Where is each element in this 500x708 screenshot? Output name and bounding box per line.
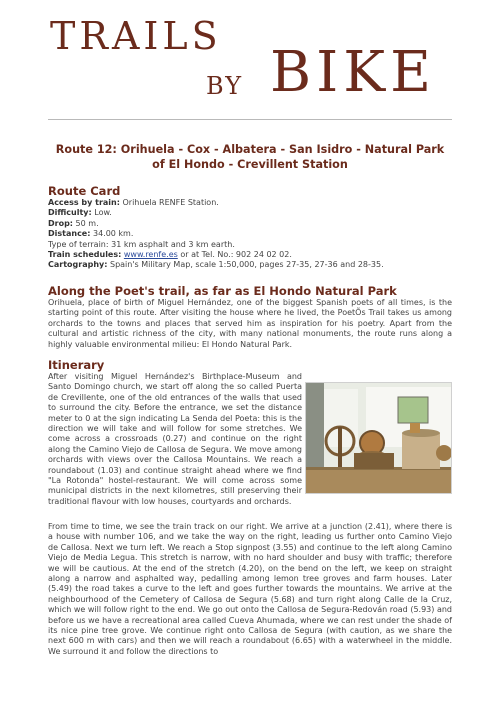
card-terrain: Type of terrain: 31 km asphalt and 3 km earth. xyxy=(48,239,235,249)
header-divider xyxy=(48,119,452,120)
route-card xyxy=(48,198,452,271)
card-schedules: Train schedules: www.renfe.es or at Tel. No.: 902 24 02 02. xyxy=(48,250,292,260)
card-access: Access by train: Orihuela RENFE Station. xyxy=(48,198,219,207)
brand-by: BY xyxy=(206,72,244,100)
route-card-heading: Route Card xyxy=(48,184,121,198)
museum-interior-illustration xyxy=(306,383,452,494)
card-difficulty: Difficulty: Low. xyxy=(48,208,112,218)
poets-trail-heading: Along the Poet's trail, as far as El Hondo Natural Park xyxy=(48,284,397,298)
card-drop: Drop: 50 m. xyxy=(48,218,99,228)
brand-trails: TRAILS xyxy=(50,14,222,58)
route-title: Route 12: Orihuela - Cox - Albatera - San Isidro - Natural Park of El Hondo - Crevillent Station xyxy=(55,143,445,171)
renfe-link[interactable]: www.renfe.es xyxy=(123,250,178,260)
itinerary-text-continued: From time to time, we see the train track on our right. We arrive at a junction (2.41), where there is a house with number 106, and we take the way on the right, leading us further onto Camino Viejo de Callosa. Next we turn left. We reach a Stop signpost (3.55) and continue to the left along Camino Viejo de Media Legua. This stretch is narrow, with no hard shoulder and busy with traffic; therefore we will be cautious. At the end of the stretch (4.20), on the bend on the left, we keep on straight along a narrow and asphalted way, pedalling among lemon tree groves and farm houses. Later (5.49) the road takes a curve to the left and goes further towards the mountains. We arrive at the neighbourhood of the Cemetery of Callosa de Segura (5.68) and turn right along Calle de la Cruz, which we will follow right to the end. We go out onto the Callosa de Segura-Redován road (5.93) and before us we have a recreational area called Cueva Ahumada, where we can rest under the shade of its nice pine tree grove. We continue right onto Callosa de Segura (with caution, as we share the next 600 m with cars) and then we will reach a roundabout (6.65) with a waterwheel in the middle. We surround it and follow the directions to xyxy=(48,522,452,656)
itinerary-text-column: After visiting Miguel Hernández's Birthplace-Museum and Santo Domingo church, we start off along the so called Puerta de Crevillente, one of the old entrances of the walls that used to surround the city. Before the entrance, we set the distance meter to 0 at the sign indicating La Senda del Poeta: this is the direction we will take and will follow for some stretches. We come across a crossroads (0.27) and continue on the right along the Camino Viejo de Callosa de Segura. We move among orchards with views over the Callosa Mountains. We reach a roundabout (1.03) and continue straight ahead where we find "La Rotonda" hostel-restaurant. We will come across some municipal districts in the next kilometres, still preserving their traditional flavour with low houses, courtyards and orchards. xyxy=(48,372,302,506)
card-cartography: Cartography: Spain's Military Map, scale 1:50,000, pages 27-35, 27-36 and 28-35. xyxy=(48,260,384,270)
museum-interior-photo xyxy=(305,382,452,494)
itinerary-heading: Itinerary xyxy=(48,358,105,372)
card-distance: Distance: 34.00 km. xyxy=(48,229,134,239)
poets-trail-text: Orihuela, place of birth of Miguel Hernández, one of the biggest Spanish poets of all times, is the starting point of this route. After visiting the house where he lived, the PoetÕs Trail takes us among orchards to the towns and places that served him as inspiration for his poetry. Apart from the cultural and artistic richness of the city, with many national monuments, the route runs along a highly valuable environmental milieu: El Hondo Natural Park. xyxy=(48,298,452,349)
brand-bike: BIKE xyxy=(270,40,436,105)
